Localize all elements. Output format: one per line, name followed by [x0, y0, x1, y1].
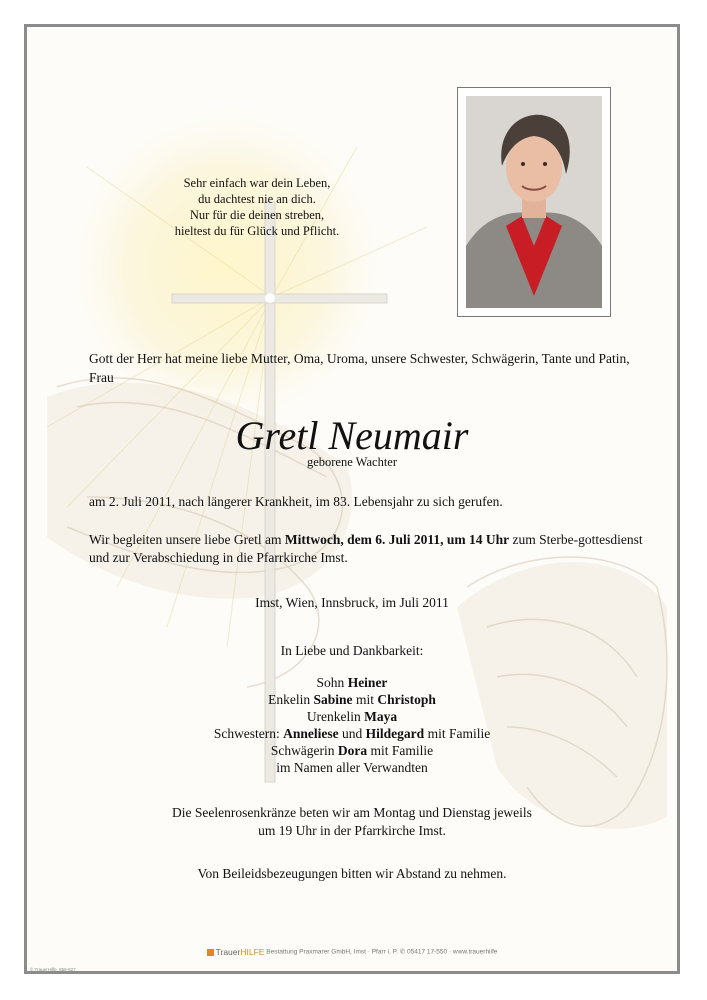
family-relatives: im Namen aller Verwandten [276, 760, 428, 775]
copyright-note: © TrauerHilfe, 858-827 [30, 967, 76, 972]
poem-line: hieltest du für Glück und Pflicht. [174, 224, 340, 238]
funeral-info [89, 531, 644, 567]
poem-line: Sehr einfach war dein Leben, [183, 176, 331, 190]
family-great-granddaughter: Urenkelin Maya [306, 709, 398, 724]
footer-info: Bestattung Praxmarer GmbH, Imst · Pfarr i. P. ✆ 05417 17-550 · www.trauerhilfe [266, 948, 498, 956]
obituary-card [24, 24, 680, 974]
poem-line: du dachtest nie an dich. [198, 192, 316, 206]
condolence-note: Von Beileidsbezeugungen bitten wir Abstand zu nehmen. [197, 866, 507, 881]
maiden-name: geborene Wachter [306, 455, 398, 469]
portrait-photo [466, 96, 602, 308]
brand-logo: TrauerHILFE [215, 947, 265, 957]
intro-text: Gott der Herr hat meine liebe Mutter, Oma, Uroma, unsere Schwester, Schwägerin, Tante und Patin, Frau [89, 351, 630, 385]
funeral-text-end: zum Sterbe-gottesdienst und zur Verabschiedung in die Pfarrkirche Imst. [89, 532, 643, 565]
family-sisters: Schwestern: Anneliese und Hildegard mit Familie [213, 726, 491, 741]
deceased-name: Gretl Neumair [235, 413, 469, 458]
death-notice: am 2. Juli 2011, nach längerer Krankheit, im 83. Lebensjahr zu sich gerufen. [89, 494, 503, 509]
love-line: In Liebe und Dankbarkeit: [280, 643, 424, 658]
family-list [27, 674, 677, 776]
poem [157, 175, 357, 239]
footer [27, 947, 677, 957]
family-son: Sohn Heiner [316, 675, 388, 690]
funeral-date: Mittwoch, dem 6. Juli 2011, um 14 Uhr [284, 532, 510, 547]
family-granddaughter: Enkelin Sabine mit Christoph [268, 692, 436, 707]
rosary-info: Die Seelenrosenkränze beten wir am Montag und Dienstag jeweils um 19 Uhr in der Pfarrkirche Imst. [172, 805, 532, 838]
funeral-text: Wir begleiten unsere liebe Gretl am [89, 532, 285, 547]
place-date: Imst, Wien, Innsbruck, im Juli 2011 [255, 595, 449, 610]
logo-icon [207, 949, 214, 956]
family-sister-in-law: Schwägerin Dora mit Familie [270, 743, 434, 758]
poem-line: Nur für die deinen streben, [189, 208, 325, 222]
portrait-frame [457, 87, 611, 317]
